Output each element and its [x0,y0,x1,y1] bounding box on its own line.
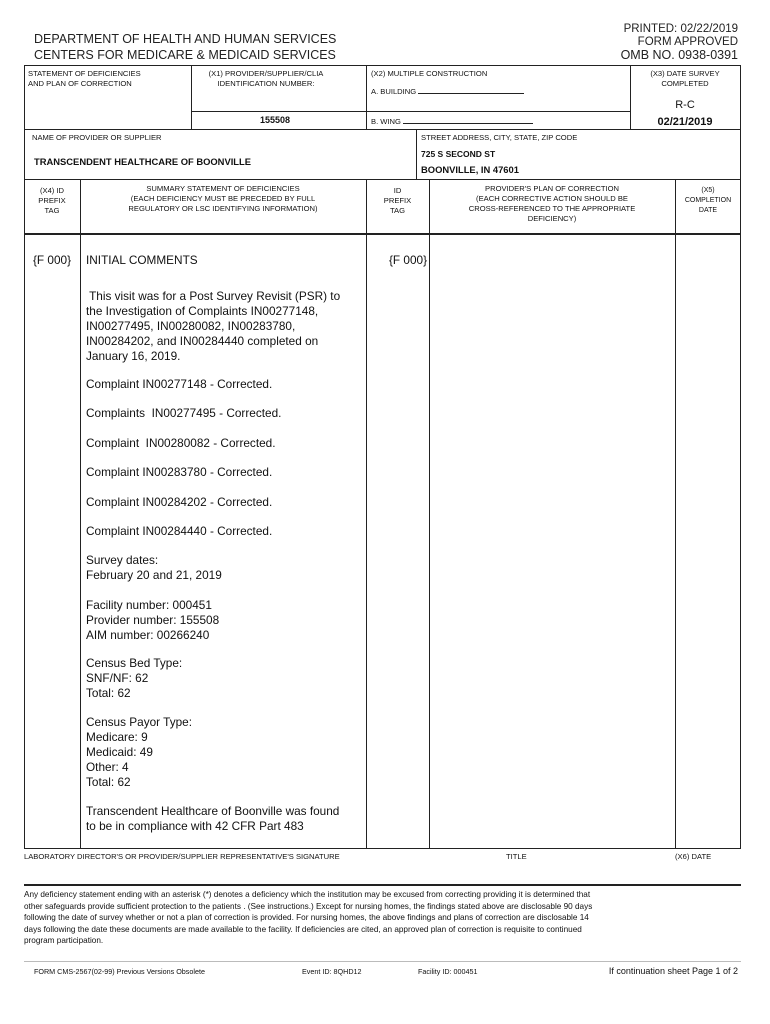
provider-name: TRANSCENDENT HEALTHCARE OF BOONVILLE [34,156,252,167]
title-label: TITLE [506,852,527,861]
wing-blank [403,115,533,124]
census-bed-type: Census Bed Type: SNF/NF: 62 Total: 62 [86,656,183,700]
complaint-item: Complaint IN00284440 - Corrected. [86,523,273,538]
divider [366,111,630,112]
printed-date: PRINTED: 02/22/2019 [623,23,738,35]
divider [24,884,741,886]
address-city: BOONVILLE, IN 47601 [421,164,519,175]
cms-line: CENTERS FOR MEDICARE & MEDICAID SERVICES [34,48,336,62]
dept-line: DEPARTMENT OF HEALTH AND HUMAN SERVICES [34,32,337,46]
building-blank [418,85,524,94]
form-approved: FORM APPROVED [637,36,738,48]
id-column-header: ID PREFIX TAG [383,186,412,215]
divider [630,129,741,130]
complaint-item: Complaint IN00280082 - Corrected. [86,435,276,450]
divider [24,233,741,235]
form-status-header [621,23,738,62]
compliance-statement: Transcendent Healthcare of Boonville was found to be in compliance with 42 CFR Part 483 [86,804,340,833]
complaint-item: Complaint IN00284202 - Corrected. [86,494,273,509]
column-divider [429,179,430,849]
disclaimer: Any deficiency statement ending with an asterisk (*) denotes a deficiency which the institution may be excused from correcting providing it is determined that other safeguards provide sufficient protection to the patients . (See instructions.) Except for nursing homes, the findings stated above are disclosable 90 days following the date of survey whether or not a plan of correction is provided. For nursing homes, the above findings and plans of correction are disclosable 14 days following the date these documents are made available to the facility. If deficiencies are cited, an approved plan of correction is requisite to continued program participation. [24,890,593,946]
divider [24,961,741,962]
divider [630,65,631,129]
agency-header [34,31,336,63]
form-number: FORM CMS-2567(02-99) Previous Versions Obsolete [34,967,205,976]
column-divider [366,179,367,849]
complaint-list [86,377,364,553]
divider [191,111,366,112]
complaint-item: Complaint IN00283780 - Corrected. [86,465,273,480]
divider [24,179,741,180]
census-payor-type: Census Payor Type: Medicare: 9 Medicaid: 49 Other: 4 Total: 62 [86,715,193,789]
facility-id: Facility ID: 000451 [418,967,478,976]
x1-label: (X1) PROVIDER/SUPPLIER/CLIA IDENTIFICATION NUMBER: [208,69,324,88]
x5-column-header: (X5) COMPLETION DATE [684,187,732,214]
page-indicator: If continuation sheet Page 1 of 2 [608,966,738,976]
wing-field: B. WING [371,115,533,127]
address-street: 725 S SECOND ST [421,149,496,159]
provider-name-label: NAME OF PROVIDER OR SUPPLIER [32,133,162,142]
entry-tag-left: {F 000} [32,253,72,267]
event-id: Event ID: 8QHD12 [302,967,362,976]
x1-provider-number: 155508 [260,115,291,125]
x2-label: (X2) MULTIPLE CONSTRUCTION [371,69,488,78]
summary-column-header: SUMMARY STATEMENT OF DEFICIENCIES (EACH DEFICIENCY MUST BE PRECEDED BY FULL REGULATORY OR LSC IDENTIFYING INFORMATION) [128,184,318,213]
divider [416,129,417,179]
address-label: STREET ADDRESS, CITY, STATE, ZIP CODE [421,133,578,142]
statement-label: STATEMENT OF DEFICIENCIES AND PLAN OF CORRECTION [28,69,141,88]
signature-label: LABORATORY DIRECTOR'S OR PROVIDER/SUPPLIER REPRESENTATIVE'S SIGNATURE [24,852,340,861]
building-field: A. BUILDING [371,85,524,97]
entry-intro: This visit was for a Post Survey Revisit (PSR) to the Investigation of Complaints IN00277148, IN00277495, IN00280082, IN00283780, IN00284202, and IN00284440 completed on January 16, 2019. [86,289,341,363]
date-label: (X6) DATE [675,852,712,861]
complaint-item: Complaint IN00277148 - Corrected. [86,377,273,391]
x4-column-header: (X4) ID PREFIX TAG [38,186,66,215]
x3-survey-date: 02/21/2019 [657,116,713,128]
x3-label: (X3) DATE SURVEY COMPLETED [650,69,720,88]
entry-title: INITIAL COMMENTS [86,253,198,267]
plan-column-header: PROVIDER'S PLAN OF CORRECTION (EACH CORRECTIVE ACTION SHOULD BE CROSS-REFERENCED TO THE APPROPRIATE DEFICIENCY) [468,184,636,223]
divider [366,65,367,129]
complaint-item: Complaints IN00277495 - Corrected. [86,406,282,421]
facility-info: Facility number: 000451 Provider number: 155508 AIM number: 00266240 [86,598,220,642]
survey-dates: Survey dates: February 20 and 21, 2019 [86,553,222,582]
x3-code: R-C [675,99,695,111]
omb-number: OMB NO. 0938-0391 [620,48,738,62]
entry-tag-right: {F 000} [388,253,428,267]
column-divider [80,179,81,849]
column-divider [675,179,676,849]
